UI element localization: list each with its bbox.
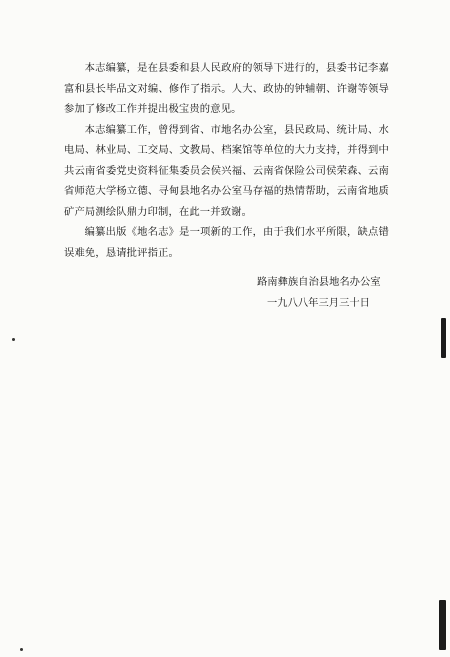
signature-date: 一九八八年三月三十日	[267, 296, 370, 309]
scan-edge-mark	[441, 318, 446, 358]
paragraph-leadership: 本志编纂，是在县委和县人民政府的领导下进行的，县委书记李嘉富和县长毕品文对编、修作了指示。人大、政协的钟辅朝、许谢等领导参加了修改工作并提出极宝贵的意见。	[64, 62, 389, 115]
signature-office: 路南彝族自治县地名办公室	[257, 276, 381, 288]
scan-dot	[20, 648, 23, 651]
signature-block	[257, 272, 381, 313]
paragraph-acknowledgements: 本志编纂工作，曾得到省、市地名办公室，县民政局、统计局、水电局、林业局、工交局、文教局、档案馆等单位的大力支持，并得到中共云南省委党史资料征集委员会侯兴福、云南省保险公司侯荣森、云南省师范大学杨立德、寻甸县地名办公室马存福的热情帮助，云南省地质矿产局测绘队鼎力印制，在此一并致谢。	[64, 123, 389, 218]
scan-dot	[12, 338, 15, 341]
paragraph-apology: 编纂出版《地名志》是一项新的工作，由于我们水平所限，缺点错误难免，恳请批评指正。	[64, 226, 389, 259]
preface-body	[64, 58, 389, 263]
scan-edge-mark	[439, 600, 446, 650]
